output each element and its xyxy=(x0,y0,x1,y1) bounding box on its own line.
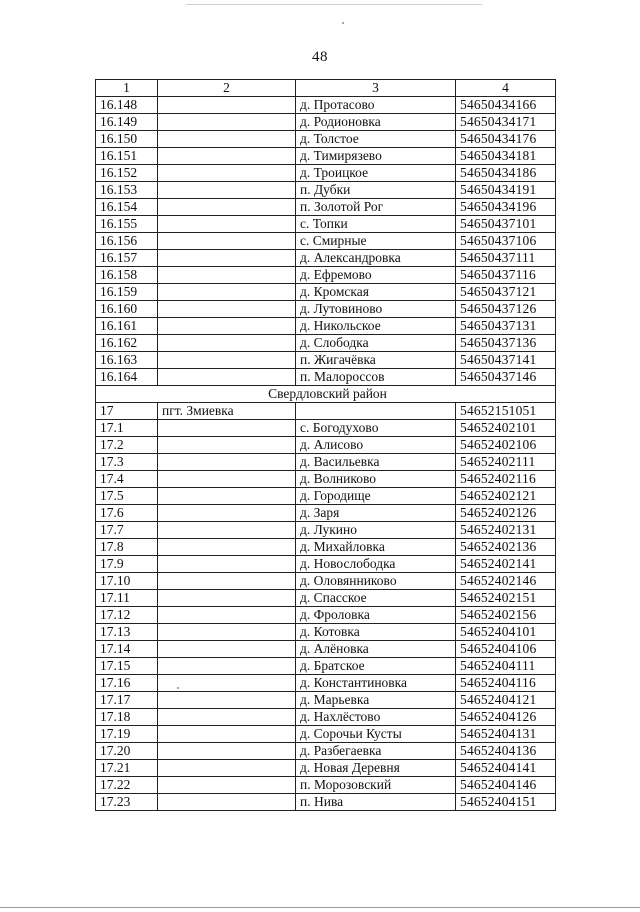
row-number-cell: 17.11 xyxy=(96,590,158,607)
oktmo-code-cell: 54652402126 xyxy=(456,505,556,522)
oktmo-code-cell: 54650437116 xyxy=(456,267,556,284)
row-number-cell: 17.13 xyxy=(96,624,158,641)
row-number-cell: 17.16 xyxy=(96,675,158,692)
oktmo-code-cell: 54650437131 xyxy=(456,318,556,335)
settlement-name-cell: д. Алисово xyxy=(296,437,456,454)
row-number-cell: 17.23 xyxy=(96,794,158,811)
settlement-name-cell: п. Дубки xyxy=(296,182,456,199)
urban-settlement-cell xyxy=(158,522,296,539)
row-number-cell: 16.154 xyxy=(96,199,158,216)
table-row xyxy=(96,794,556,811)
settlement-name-cell: д. Протасово xyxy=(296,97,456,114)
settlement-name-cell: д. Лукино xyxy=(296,522,456,539)
oktmo-code-cell: 54652404126 xyxy=(456,709,556,726)
row-number-cell: 17.8 xyxy=(96,539,158,556)
settlement-name-cell: д. Лутовиново xyxy=(296,301,456,318)
settlement-name-cell: д. Алёновка xyxy=(296,641,456,658)
urban-settlement-cell xyxy=(158,318,296,335)
oktmo-code-cell: 54650434176 xyxy=(456,131,556,148)
oktmo-code-cell: 54652404151 xyxy=(456,794,556,811)
urban-settlement-cell xyxy=(158,471,296,488)
settlement-name-cell: д. Васильевка xyxy=(296,454,456,471)
urban-settlement-cell xyxy=(158,301,296,318)
urban-settlement-cell xyxy=(158,488,296,505)
oktmo-code-cell: 54652402121 xyxy=(456,488,556,505)
settlement-code-table xyxy=(95,79,556,811)
settlement-name-cell: с. Топки xyxy=(296,216,456,233)
table-row xyxy=(96,488,556,505)
oktmo-code-cell: 54650437141 xyxy=(456,352,556,369)
row-number-cell: 16.159 xyxy=(96,284,158,301)
urban-settlement-cell xyxy=(158,420,296,437)
table-row xyxy=(96,590,556,607)
column-header-3: 3 xyxy=(296,80,456,97)
oktmo-code-cell: 54652151051 xyxy=(456,403,556,420)
oktmo-code-cell: 54652402116 xyxy=(456,471,556,488)
table-row xyxy=(96,420,556,437)
urban-settlement-cell xyxy=(158,454,296,471)
settlement-name-cell: д. Ефремово xyxy=(296,267,456,284)
oktmo-code-cell: 54652404131 xyxy=(456,726,556,743)
row-number-cell: 17.3 xyxy=(96,454,158,471)
row-number-cell: 17.5 xyxy=(96,488,158,505)
column-header-1: 1 xyxy=(96,80,158,97)
urban-settlement-cell xyxy=(158,726,296,743)
oktmo-code-cell: 54650434186 xyxy=(456,165,556,182)
oktmo-code-cell: 54650434181 xyxy=(456,148,556,165)
oktmo-code-cell: 54652404146 xyxy=(456,777,556,794)
urban-settlement-cell xyxy=(158,199,296,216)
row-number-cell: 16.158 xyxy=(96,267,158,284)
oktmo-code-cell: 54652404121 xyxy=(456,692,556,709)
settlement-name-cell: д. Никольское xyxy=(296,318,456,335)
urban-settlement-cell xyxy=(158,97,296,114)
settlement-name-cell: д. Разбегаевка xyxy=(296,743,456,760)
table-row xyxy=(96,131,556,148)
oktmo-code-cell: 54652402106 xyxy=(456,437,556,454)
oktmo-code-cell: 54652402156 xyxy=(456,607,556,624)
urban-settlement-cell xyxy=(158,743,296,760)
table-row xyxy=(96,709,556,726)
table-row xyxy=(96,573,556,590)
urban-settlement-cell xyxy=(158,284,296,301)
settlement-name-cell: с. Смирные xyxy=(296,233,456,250)
row-number-cell: 17.2 xyxy=(96,437,158,454)
urban-settlement-cell xyxy=(158,250,296,267)
table-row xyxy=(96,760,556,777)
table-row xyxy=(96,471,556,488)
oktmo-code-cell: 54652404141 xyxy=(456,760,556,777)
settlement-name-cell: п. Жигачёвка xyxy=(296,352,456,369)
table-row xyxy=(96,335,556,352)
row-number-cell: 17 xyxy=(96,403,158,420)
urban-settlement-cell xyxy=(158,539,296,556)
page-number: 48 xyxy=(312,49,328,65)
urban-settlement-cell xyxy=(158,658,296,675)
table-row xyxy=(96,675,556,692)
urban-settlement-cell: пгт. Змиевка xyxy=(158,403,296,420)
row-number-cell: 16.162 xyxy=(96,335,158,352)
row-number-cell: 17.14 xyxy=(96,641,158,658)
row-number-cell: 16.155 xyxy=(96,216,158,233)
table-row xyxy=(96,114,556,131)
urban-settlement-cell xyxy=(158,131,296,148)
urban-settlement-cell xyxy=(158,590,296,607)
table-row xyxy=(96,199,556,216)
table-row xyxy=(96,403,556,420)
table-row xyxy=(96,522,556,539)
settlement-name-cell: д. Городище xyxy=(296,488,456,505)
table-row xyxy=(96,607,556,624)
row-number-cell: 16.161 xyxy=(96,318,158,335)
row-number-cell: 17.6 xyxy=(96,505,158,522)
column-header-2: 2 xyxy=(158,80,296,97)
table-row xyxy=(96,743,556,760)
scan-bottom-rule xyxy=(0,907,640,908)
row-number-cell: 16.150 xyxy=(96,131,158,148)
urban-settlement-cell xyxy=(158,267,296,284)
column-header-4: 4 xyxy=(456,80,556,97)
row-number-cell: 17.9 xyxy=(96,556,158,573)
urban-settlement-cell xyxy=(158,369,296,386)
settlement-name-cell: д. Сорочьи Кусты xyxy=(296,726,456,743)
settlement-name-cell: д. Оловянниково xyxy=(296,573,456,590)
column-number-header-row xyxy=(96,80,556,97)
urban-settlement-cell xyxy=(158,777,296,794)
settlement-name-cell: д. Котовка xyxy=(296,624,456,641)
row-number-cell: 16.160 xyxy=(96,301,158,318)
settlement-name-cell: д. Заря xyxy=(296,505,456,522)
table-row xyxy=(96,97,556,114)
urban-settlement-cell xyxy=(158,165,296,182)
settlement-name-cell: д. Фроловка xyxy=(296,607,456,624)
urban-settlement-cell xyxy=(158,760,296,777)
scan-top-rule xyxy=(186,4,482,5)
settlement-name-cell: д. Троицкое xyxy=(296,165,456,182)
settlement-name-cell: п. Золотой Рог xyxy=(296,199,456,216)
table-row xyxy=(96,250,556,267)
settlement-name-cell: д. Братское xyxy=(296,658,456,675)
row-number-cell: 17.22 xyxy=(96,777,158,794)
urban-settlement-cell xyxy=(158,182,296,199)
oktmo-code-cell: 54650437111 xyxy=(456,250,556,267)
settlement-name-cell: д. Новослободка xyxy=(296,556,456,573)
settlement-name-cell: д. Константиновка xyxy=(296,675,456,692)
row-number-cell: 17.18 xyxy=(96,709,158,726)
settlement-name-cell: д. Новая Деревня xyxy=(296,760,456,777)
row-number-cell: 16.157 xyxy=(96,250,158,267)
oktmo-code-cell: 54652402131 xyxy=(456,522,556,539)
settlement-name-cell: с. Богодухово xyxy=(296,420,456,437)
oktmo-code-cell: 54650434166 xyxy=(456,97,556,114)
row-number-cell: 16.151 xyxy=(96,148,158,165)
row-number-cell: 17.17 xyxy=(96,692,158,709)
row-number-cell: 16.156 xyxy=(96,233,158,250)
settlement-name-cell: д. Михайловка xyxy=(296,539,456,556)
row-number-cell: 17.4 xyxy=(96,471,158,488)
table-row xyxy=(96,539,556,556)
table-row xyxy=(96,148,556,165)
settlement-name-cell: д. Александровка xyxy=(296,250,456,267)
urban-settlement-cell xyxy=(158,556,296,573)
table-row xyxy=(96,726,556,743)
row-number-cell: 16.153 xyxy=(96,182,158,199)
oktmo-code-cell: 54652404106 xyxy=(456,641,556,658)
settlement-name-cell: д. Родионовка xyxy=(296,114,456,131)
urban-settlement-cell xyxy=(158,624,296,641)
settlement-name-cell xyxy=(296,403,456,420)
table-row xyxy=(96,692,556,709)
oktmo-code-cell: 54650437101 xyxy=(456,216,556,233)
table-row xyxy=(96,658,556,675)
table-row xyxy=(96,505,556,522)
oktmo-code-cell: 54652404101 xyxy=(456,624,556,641)
urban-settlement-cell xyxy=(158,692,296,709)
oktmo-code-cell: 54650437106 xyxy=(456,233,556,250)
row-number-cell: 16.163 xyxy=(96,352,158,369)
row-number-cell: 17.15 xyxy=(96,658,158,675)
urban-settlement-cell xyxy=(158,573,296,590)
table-row xyxy=(96,284,556,301)
settlement-name-cell: д. Кромская xyxy=(296,284,456,301)
table-row xyxy=(96,182,556,199)
urban-settlement-cell xyxy=(158,641,296,658)
row-number-cell: 16.164 xyxy=(96,369,158,386)
table-row xyxy=(96,556,556,573)
oktmo-code-cell: 54652402136 xyxy=(456,539,556,556)
table-row xyxy=(96,233,556,250)
urban-settlement-cell xyxy=(158,505,296,522)
table-row xyxy=(96,352,556,369)
row-number-cell: 17.12 xyxy=(96,607,158,624)
urban-settlement-cell xyxy=(158,794,296,811)
row-number-cell: 17.20 xyxy=(96,743,158,760)
oktmo-code-cell: 54650437121 xyxy=(456,284,556,301)
district-section-row xyxy=(96,386,556,403)
row-number-cell: 16.149 xyxy=(96,114,158,131)
urban-settlement-cell xyxy=(158,114,296,131)
table-row xyxy=(96,165,556,182)
urban-settlement-cell xyxy=(158,607,296,624)
table-row xyxy=(96,777,556,794)
oktmo-code-cell: 54652404116 xyxy=(456,675,556,692)
oktmo-code-cell: 54650437146 xyxy=(456,369,556,386)
urban-settlement-cell xyxy=(158,709,296,726)
scan-speck xyxy=(342,22,344,24)
settlement-name-cell: д. Марьевка xyxy=(296,692,456,709)
district-title: Свердловский район xyxy=(96,386,556,403)
settlement-name-cell: п. Морозовский xyxy=(296,777,456,794)
settlement-name-cell: п. Нива xyxy=(296,794,456,811)
urban-settlement-cell xyxy=(158,148,296,165)
row-number-cell: 17.19 xyxy=(96,726,158,743)
urban-settlement-cell xyxy=(158,437,296,454)
oktmo-code-cell: 54650437126 xyxy=(456,301,556,318)
row-number-cell: 17.1 xyxy=(96,420,158,437)
settlement-name-cell: д. Спасское xyxy=(296,590,456,607)
table-row xyxy=(96,624,556,641)
row-number-cell: 17.21 xyxy=(96,760,158,777)
oktmo-code-cell: 54652404111 xyxy=(456,658,556,675)
oktmo-code-cell: 54650437136 xyxy=(456,335,556,352)
row-number-cell: 16.152 xyxy=(96,165,158,182)
row-number-cell: 17.7 xyxy=(96,522,158,539)
settlement-name-cell: д. Слободка xyxy=(296,335,456,352)
urban-settlement-cell xyxy=(158,233,296,250)
urban-settlement-cell xyxy=(158,335,296,352)
urban-settlement-cell xyxy=(158,675,296,692)
settlement-name-cell: д. Нахлёстово xyxy=(296,709,456,726)
table-row xyxy=(96,267,556,284)
oktmo-code-cell: 54650434171 xyxy=(456,114,556,131)
oktmo-code-cell: 54652402151 xyxy=(456,590,556,607)
settlement-name-cell: п. Малороссов xyxy=(296,369,456,386)
settlement-name-cell: д. Толстое xyxy=(296,131,456,148)
table-row xyxy=(96,318,556,335)
settlement-name-cell: д. Тимирязево xyxy=(296,148,456,165)
oktmo-code-cell: 54650434196 xyxy=(456,199,556,216)
row-number-cell: 16.148 xyxy=(96,97,158,114)
table-row xyxy=(96,301,556,318)
table-row xyxy=(96,641,556,658)
oktmo-code-cell: 54652402146 xyxy=(456,573,556,590)
oktmo-code-cell: 54652402111 xyxy=(456,454,556,471)
oktmo-code-cell: 54652402101 xyxy=(456,420,556,437)
urban-settlement-cell xyxy=(158,352,296,369)
oktmo-code-cell: 54650434191 xyxy=(456,182,556,199)
table-body xyxy=(96,80,556,811)
table-row xyxy=(96,454,556,471)
row-number-cell: 17.10 xyxy=(96,573,158,590)
table-row xyxy=(96,369,556,386)
table-row xyxy=(96,216,556,233)
oktmo-code-cell: 54652402141 xyxy=(456,556,556,573)
settlement-name-cell: д. Волниково xyxy=(296,471,456,488)
oktmo-code-cell: 54652404136 xyxy=(456,743,556,760)
urban-settlement-cell xyxy=(158,216,296,233)
table-row xyxy=(96,437,556,454)
